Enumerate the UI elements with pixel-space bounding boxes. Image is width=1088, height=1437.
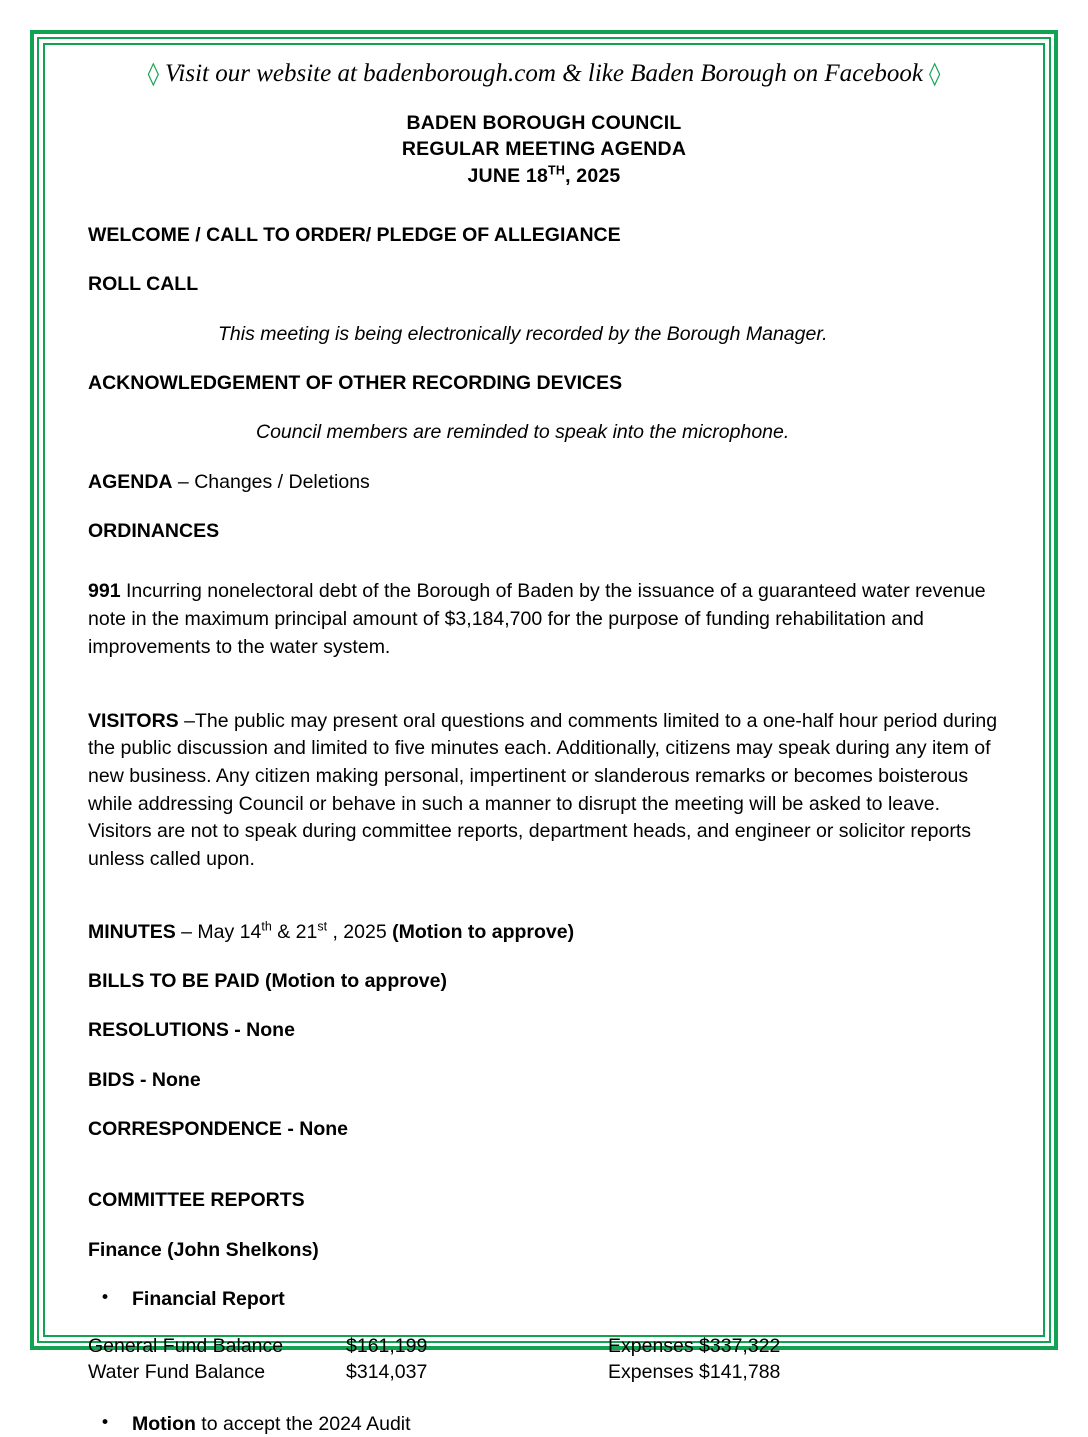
bullet-motion-2024-audit bbox=[132, 1412, 1000, 1437]
fund-label-general: General Fund Balance bbox=[88, 1335, 284, 1358]
ordinance-number: 991 bbox=[88, 580, 121, 603]
section-acknowledgement-recording-devices: ACKNOWLEDGEMENT OF OTHER RECORDING DEVICES bbox=[88, 372, 623, 395]
list-item bbox=[88, 1287, 1000, 1312]
section-resolutions: RESOLUTIONS - None bbox=[88, 1019, 295, 1042]
meeting-date-suffix: , 2025 bbox=[565, 164, 621, 187]
title-line-agenda: REGULAR MEETING AGENDA bbox=[401, 138, 687, 161]
meeting-date-prefix: JUNE 18 bbox=[467, 164, 549, 187]
fund-expenses-general: Expenses $337,322 bbox=[608, 1335, 781, 1358]
diamond-ornament-left-icon: ◊ bbox=[147, 61, 159, 87]
motion-description: to accept the 2024 Audit bbox=[195, 1412, 411, 1435]
bills-label: BILLS TO BE PAID bbox=[88, 969, 260, 992]
visitors-label: VISITORS bbox=[88, 709, 179, 732]
section-ordinances: ORDINANCES bbox=[88, 520, 220, 543]
section-visitors bbox=[88, 708, 1000, 874]
section-correspondence: CORRESPONDENCE - None bbox=[88, 1118, 349, 1141]
section-bids: BIDS - None bbox=[88, 1068, 201, 1091]
section-roll-call: ROLL CALL bbox=[88, 273, 199, 296]
minutes-date-part2: & 21 bbox=[271, 920, 318, 943]
minutes-motion-to-approve: (Motion to approve) bbox=[392, 920, 575, 943]
bills-motion-to-approve: (Motion to approve) bbox=[259, 969, 447, 992]
website-tagline bbox=[88, 60, 1000, 88]
bullet-point-icon: • bbox=[100, 1288, 111, 1309]
diamond-ornament-right-icon: ◊ bbox=[928, 61, 941, 87]
document-content bbox=[60, 48, 1028, 1435]
section-bills-to-be-paid bbox=[88, 969, 1000, 994]
spacer bbox=[88, 568, 1000, 578]
minutes-ordinal-21st: st bbox=[317, 919, 328, 934]
financial-summary-table bbox=[88, 1334, 780, 1385]
spacer bbox=[88, 1166, 1000, 1188]
minutes-ordinal-14th: th bbox=[261, 919, 272, 934]
list-item bbox=[88, 1412, 1000, 1437]
motion-label: Motion bbox=[132, 1412, 196, 1435]
minutes-label: MINUTES bbox=[88, 920, 176, 943]
bullet-financial-report: Financial Report bbox=[132, 1288, 285, 1311]
agenda-changes-deletions: – Changes / Deletions bbox=[172, 470, 370, 493]
section-agenda bbox=[88, 470, 1000, 495]
table-row bbox=[88, 1334, 780, 1360]
ordinance-description: Incurring nonelectoral debt of the Borough of Baden by the issuance of a guaranteed water revenue note in the maximum principal amount of $3,184,700 for the purpose of funding rehabilitation and improvements to the water system. bbox=[88, 580, 986, 658]
minutes-date-part3: , 2025 bbox=[327, 920, 393, 943]
agenda-label: AGENDA bbox=[88, 470, 173, 493]
fund-label-water: Water Fund Balance bbox=[88, 1361, 266, 1384]
ordinance-991-item bbox=[88, 578, 1000, 661]
section-welcome-call-to-order: WELCOME / CALL TO ORDER/ PLEDGE OF ALLEGIANCE bbox=[88, 224, 621, 247]
fund-balance-general: $161,199 bbox=[346, 1335, 428, 1358]
subsection-finance: Finance (John Shelkons) bbox=[88, 1238, 319, 1261]
visitors-policy-text: –The public may present oral questions and comments limited to a one-half hour period during the public discussion and limited to five minutes each. Additionally, citizens may speak during any item of new business. Any citizen making personal, impertinent or slanderous remarks or becomes boisterous while addressing Council or behave in such a manner to disrupt the meeting will be asked to leave. Visitors are not to speak during committee reports, department heads, and engineer or solicitor reports unless called upon. bbox=[88, 709, 998, 870]
title-line-council: BADEN BOROUGH COUNCIL bbox=[406, 111, 682, 134]
bullet-point-icon: • bbox=[100, 1412, 111, 1433]
tagline-text: Visit our website at badenborough.com & like Baden Borough on Facebook bbox=[165, 60, 923, 87]
title-line-date bbox=[88, 163, 1000, 190]
spacer bbox=[88, 686, 1000, 708]
spacer bbox=[88, 898, 1000, 920]
fund-expenses-water: Expenses $141,788 bbox=[608, 1361, 781, 1384]
note-electronic-recording: This meeting is being electronically recorded by the Borough Manager. bbox=[218, 322, 828, 345]
note-speak-into-microphone: Council members are reminded to speak into the microphone. bbox=[256, 421, 790, 444]
meeting-date-ordinal: TH bbox=[548, 163, 566, 178]
minutes-date-part1: – May 14 bbox=[175, 920, 262, 943]
section-minutes bbox=[88, 920, 1000, 945]
fund-balance-water: $314,037 bbox=[346, 1361, 428, 1384]
section-committee-reports: COMMITTEE REPORTS bbox=[88, 1189, 305, 1212]
table-row bbox=[88, 1360, 780, 1386]
page-title bbox=[88, 110, 1000, 190]
